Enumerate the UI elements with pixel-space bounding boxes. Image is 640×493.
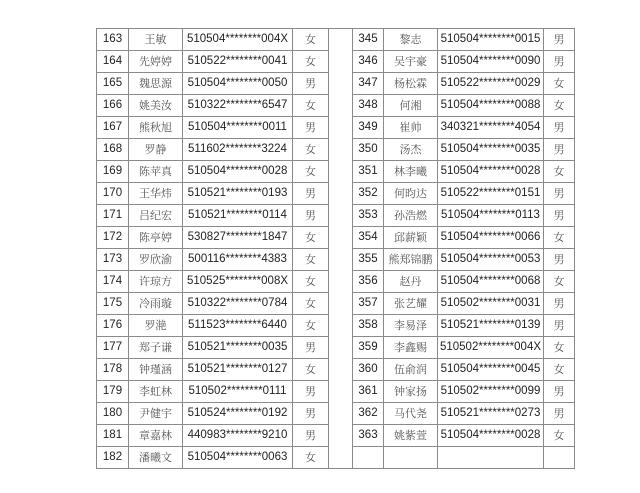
column-separator bbox=[329, 359, 353, 381]
left-row-number: 168 bbox=[97, 139, 129, 161]
right-id-number: 510521********0139 bbox=[438, 315, 544, 337]
right-id-number: 340321********4054 bbox=[438, 117, 544, 139]
column-separator bbox=[329, 293, 353, 315]
right-student-name: 姚紫萱 bbox=[384, 425, 438, 447]
left-student-name: 罗滟 bbox=[129, 315, 183, 337]
right-row-number: 353 bbox=[353, 205, 384, 227]
column-separator bbox=[329, 183, 353, 205]
table-row bbox=[97, 183, 575, 205]
left-gender: 女 bbox=[293, 139, 329, 161]
left-id-number: 510504********004X bbox=[183, 29, 293, 51]
right-gender: 男 bbox=[544, 139, 575, 161]
right-gender: 女 bbox=[544, 359, 575, 381]
left-student-name: 吕纪宏 bbox=[129, 205, 183, 227]
column-separator bbox=[329, 139, 353, 161]
right-gender: 男 bbox=[544, 51, 575, 73]
left-student-name: 熊秋旭 bbox=[129, 117, 183, 139]
right-student-name: 伍俞润 bbox=[384, 359, 438, 381]
column-separator bbox=[329, 117, 353, 139]
column-separator bbox=[329, 425, 353, 447]
table-row bbox=[97, 381, 575, 403]
column-separator bbox=[329, 403, 353, 425]
right-student-name: 孙浩燃 bbox=[384, 205, 438, 227]
right-student-name bbox=[384, 447, 438, 469]
right-gender: 女 bbox=[544, 337, 575, 359]
right-id-number: 510504********0088 bbox=[438, 95, 544, 117]
left-student-name: 郑子谦 bbox=[129, 337, 183, 359]
right-student-name: 吴宇豪 bbox=[384, 51, 438, 73]
right-gender: 男 bbox=[544, 315, 575, 337]
left-id-number: 510524********0192 bbox=[183, 403, 293, 425]
left-row-number: 173 bbox=[97, 249, 129, 271]
right-row-number: 359 bbox=[353, 337, 384, 359]
right-gender bbox=[544, 447, 575, 469]
right-row-number: 357 bbox=[353, 293, 384, 315]
column-separator bbox=[329, 271, 353, 293]
right-id-number: 510502********0031 bbox=[438, 293, 544, 315]
left-gender: 女 bbox=[293, 161, 329, 183]
right-student-name: 汤杰 bbox=[384, 139, 438, 161]
right-row-number: 348 bbox=[353, 95, 384, 117]
left-row-number: 174 bbox=[97, 271, 129, 293]
table-row bbox=[97, 51, 575, 73]
right-student-name: 李易泽 bbox=[384, 315, 438, 337]
left-gender: 女 bbox=[293, 315, 329, 337]
left-row-number: 177 bbox=[97, 337, 129, 359]
right-id-number: 510504********0028 bbox=[438, 161, 544, 183]
left-gender: 男 bbox=[293, 425, 329, 447]
right-row-number: 356 bbox=[353, 271, 384, 293]
right-gender: 男 bbox=[544, 403, 575, 425]
table-row bbox=[97, 293, 575, 315]
right-gender: 男 bbox=[544, 29, 575, 51]
table-row bbox=[97, 447, 575, 469]
left-gender: 男 bbox=[293, 403, 329, 425]
left-id-number: 510521********0035 bbox=[183, 337, 293, 359]
table-row bbox=[97, 425, 575, 447]
left-id-number: 510322********6547 bbox=[183, 95, 293, 117]
left-id-number: 510322********0784 bbox=[183, 293, 293, 315]
left-student-name: 罗欣渝 bbox=[129, 249, 183, 271]
left-id-number: 510502********0111 bbox=[183, 381, 293, 403]
left-row-number: 178 bbox=[97, 359, 129, 381]
right-id-number: 510504********0113 bbox=[438, 205, 544, 227]
right-row-number: 345 bbox=[353, 29, 384, 51]
right-gender: 男 bbox=[544, 381, 575, 403]
left-row-number: 175 bbox=[97, 293, 129, 315]
left-gender: 女 bbox=[293, 293, 329, 315]
left-id-number: 511602********3224 bbox=[183, 139, 293, 161]
table-row bbox=[97, 403, 575, 425]
column-separator bbox=[329, 337, 353, 359]
right-id-number: 510522********0151 bbox=[438, 183, 544, 205]
left-student-name: 李虹林 bbox=[129, 381, 183, 403]
left-student-name: 罗静 bbox=[129, 139, 183, 161]
right-id-number: 510504********0066 bbox=[438, 227, 544, 249]
right-student-name: 崔帅 bbox=[384, 117, 438, 139]
left-row-number: 180 bbox=[97, 403, 129, 425]
right-student-name: 张艺耀 bbox=[384, 293, 438, 315]
left-id-number: 511523********6440 bbox=[183, 315, 293, 337]
right-row-number: 360 bbox=[353, 359, 384, 381]
column-separator bbox=[329, 73, 353, 95]
column-separator bbox=[329, 51, 353, 73]
left-row-number: 165 bbox=[97, 73, 129, 95]
right-row-number: 363 bbox=[353, 425, 384, 447]
column-separator bbox=[329, 381, 353, 403]
table-row bbox=[97, 359, 575, 381]
left-gender: 女 bbox=[293, 227, 329, 249]
left-row-number: 164 bbox=[97, 51, 129, 73]
left-id-number: 510504********0028 bbox=[183, 161, 293, 183]
left-gender: 女 bbox=[293, 95, 329, 117]
left-id-number: 510504********0011 bbox=[183, 117, 293, 139]
right-student-name: 马代尧 bbox=[384, 403, 438, 425]
left-student-name: 潘曦文 bbox=[129, 447, 183, 469]
table-row bbox=[97, 73, 575, 95]
right-row-number: 352 bbox=[353, 183, 384, 205]
right-row-number: 349 bbox=[353, 117, 384, 139]
left-gender: 男 bbox=[293, 337, 329, 359]
left-gender: 女 bbox=[293, 249, 329, 271]
left-student-name: 钟瑾涵 bbox=[129, 359, 183, 381]
left-id-number: 500116********4383 bbox=[183, 249, 293, 271]
right-id-number: 510502********0099 bbox=[438, 381, 544, 403]
left-gender: 男 bbox=[293, 381, 329, 403]
table-row bbox=[97, 249, 575, 271]
column-separator bbox=[329, 95, 353, 117]
left-row-number: 166 bbox=[97, 95, 129, 117]
left-student-name: 陈亭婷 bbox=[129, 227, 183, 249]
right-gender: 女 bbox=[544, 227, 575, 249]
left-gender: 女 bbox=[293, 29, 329, 51]
left-gender: 男 bbox=[293, 183, 329, 205]
column-separator bbox=[329, 29, 353, 51]
right-row-number: 351 bbox=[353, 161, 384, 183]
left-row-number: 170 bbox=[97, 183, 129, 205]
table-row bbox=[97, 29, 575, 51]
right-gender: 男 bbox=[544, 293, 575, 315]
column-separator bbox=[329, 447, 353, 469]
right-gender: 女 bbox=[544, 425, 575, 447]
left-row-number: 172 bbox=[97, 227, 129, 249]
right-id-number: 510504********0045 bbox=[438, 359, 544, 381]
right-gender: 女 bbox=[544, 95, 575, 117]
right-id-number: 510504********0090 bbox=[438, 51, 544, 73]
right-row-number bbox=[353, 447, 384, 469]
left-row-number: 169 bbox=[97, 161, 129, 183]
right-id-number: 510521********0273 bbox=[438, 403, 544, 425]
right-gender: 男 bbox=[544, 183, 575, 205]
column-separator bbox=[329, 205, 353, 227]
left-student-name: 许琼方 bbox=[129, 271, 183, 293]
left-row-number: 179 bbox=[97, 381, 129, 403]
right-student-name: 李鑫赐 bbox=[384, 337, 438, 359]
right-student-name: 邱薪颖 bbox=[384, 227, 438, 249]
left-student-name: 姚美汝 bbox=[129, 95, 183, 117]
left-gender: 男 bbox=[293, 205, 329, 227]
table-row bbox=[97, 95, 575, 117]
right-row-number: 358 bbox=[353, 315, 384, 337]
left-id-number: 510525********008X bbox=[183, 271, 293, 293]
left-id-number: 510522********0041 bbox=[183, 51, 293, 73]
left-gender: 女 bbox=[293, 359, 329, 381]
left-student-name: 尹健宇 bbox=[129, 403, 183, 425]
column-separator bbox=[329, 161, 353, 183]
left-id-number: 510504********0050 bbox=[183, 73, 293, 95]
left-student-name: 魏思源 bbox=[129, 73, 183, 95]
left-gender: 女 bbox=[293, 447, 329, 469]
left-row-number: 182 bbox=[97, 447, 129, 469]
right-id-number bbox=[438, 447, 544, 469]
right-id-number: 510502********004X bbox=[438, 337, 544, 359]
left-gender: 女 bbox=[293, 51, 329, 73]
column-separator bbox=[329, 249, 353, 271]
table-row bbox=[97, 337, 575, 359]
right-student-name: 何湘 bbox=[384, 95, 438, 117]
table-row bbox=[97, 139, 575, 161]
right-id-number: 510504********0028 bbox=[438, 425, 544, 447]
table-row bbox=[97, 205, 575, 227]
right-student-name: 林李曦 bbox=[384, 161, 438, 183]
right-student-name: 杨松霖 bbox=[384, 73, 438, 95]
left-id-number: 510521********0127 bbox=[183, 359, 293, 381]
column-separator bbox=[329, 227, 353, 249]
right-row-number: 346 bbox=[353, 51, 384, 73]
right-gender: 女 bbox=[544, 73, 575, 95]
table-row bbox=[97, 161, 575, 183]
right-row-number: 350 bbox=[353, 139, 384, 161]
left-gender: 男 bbox=[293, 73, 329, 95]
left-gender: 女 bbox=[293, 271, 329, 293]
left-student-name: 王华炜 bbox=[129, 183, 183, 205]
left-student-name: 陈苹真 bbox=[129, 161, 183, 183]
right-student-name: 黎志 bbox=[384, 29, 438, 51]
right-row-number: 362 bbox=[353, 403, 384, 425]
right-gender: 男 bbox=[544, 249, 575, 271]
right-id-number: 510504********0053 bbox=[438, 249, 544, 271]
column-separator bbox=[329, 315, 353, 337]
left-student-name: 先婷婷 bbox=[129, 51, 183, 73]
right-student-name: 钟家扬 bbox=[384, 381, 438, 403]
left-id-number: 510504********0063 bbox=[183, 447, 293, 469]
right-student-name: 熊郑锦鹏 bbox=[384, 249, 438, 271]
table-row bbox=[97, 227, 575, 249]
right-gender: 女 bbox=[544, 161, 575, 183]
left-row-number: 181 bbox=[97, 425, 129, 447]
left-row-number: 171 bbox=[97, 205, 129, 227]
left-id-number: 510521********0193 bbox=[183, 183, 293, 205]
right-student-name: 赵丹 bbox=[384, 271, 438, 293]
left-id-number: 530827********1847 bbox=[183, 227, 293, 249]
right-row-number: 347 bbox=[353, 73, 384, 95]
right-row-number: 355 bbox=[353, 249, 384, 271]
left-row-number: 163 bbox=[97, 29, 129, 51]
table-row bbox=[97, 271, 575, 293]
left-id-number: 510521********0114 bbox=[183, 205, 293, 227]
left-row-number: 176 bbox=[97, 315, 129, 337]
table-row bbox=[97, 315, 575, 337]
right-id-number: 510504********0068 bbox=[438, 271, 544, 293]
left-row-number: 167 bbox=[97, 117, 129, 139]
left-student-name: 章嘉林 bbox=[129, 425, 183, 447]
table-row bbox=[97, 117, 575, 139]
left-id-number: 440983********9210 bbox=[183, 425, 293, 447]
left-student-name: 王敏 bbox=[129, 29, 183, 51]
left-student-name: 冷雨璇 bbox=[129, 293, 183, 315]
right-student-name: 何昀达 bbox=[384, 183, 438, 205]
right-gender: 女 bbox=[544, 271, 575, 293]
left-gender: 男 bbox=[293, 117, 329, 139]
right-id-number: 510504********0035 bbox=[438, 139, 544, 161]
right-gender: 男 bbox=[544, 205, 575, 227]
right-gender: 男 bbox=[544, 117, 575, 139]
roster-body bbox=[97, 29, 575, 469]
right-id-number: 510522********0029 bbox=[438, 73, 544, 95]
right-row-number: 361 bbox=[353, 381, 384, 403]
right-id-number: 510504********0015 bbox=[438, 29, 544, 51]
right-row-number: 354 bbox=[353, 227, 384, 249]
student-roster-table bbox=[96, 28, 575, 469]
